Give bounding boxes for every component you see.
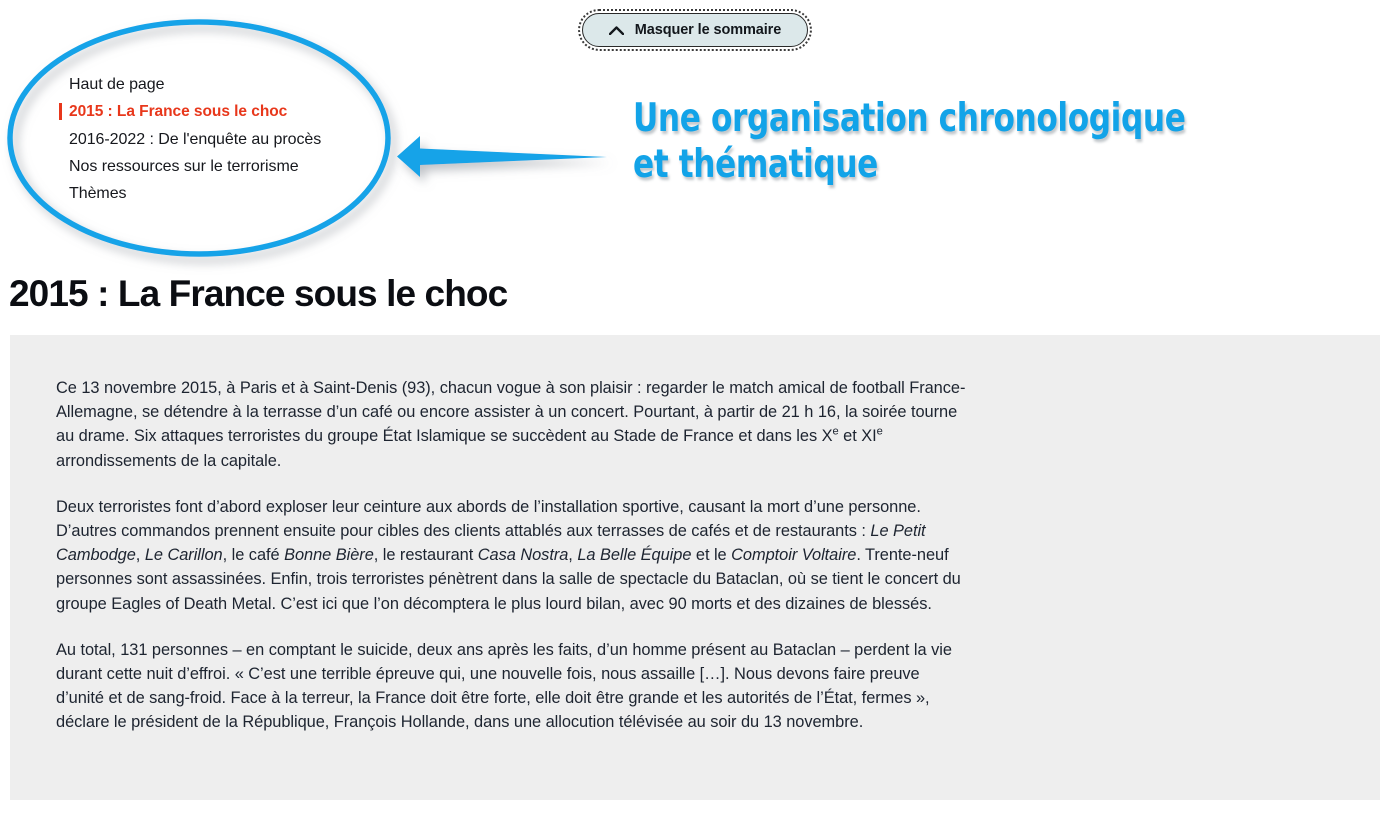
body-text: et XI bbox=[838, 427, 877, 446]
body-text: et le bbox=[691, 546, 732, 565]
body-text: , le café bbox=[222, 546, 285, 565]
annotation-line-1: Une organisation chronologique bbox=[633, 96, 1186, 141]
article-body bbox=[56, 376, 972, 735]
toc-item-1[interactable]: 2015 : La France sous le choc bbox=[69, 98, 369, 125]
superscript-text: e bbox=[876, 425, 883, 438]
article-paragraph bbox=[56, 638, 972, 735]
emphasis-text: Le Petit Cambodge bbox=[56, 522, 926, 565]
hide-summary-button-label: Masquer le sommaire bbox=[634, 22, 782, 38]
article-container bbox=[10, 335, 1380, 800]
left-arrow-shape bbox=[397, 136, 607, 177]
body-text: arrondissements de la capitale. bbox=[56, 451, 282, 470]
body-text: , le restaurant bbox=[373, 546, 478, 565]
emphasis-text: Comptoir Voltaire bbox=[731, 546, 857, 565]
emphasis-text: Casa Nostra bbox=[477, 546, 569, 565]
superscript-text: e bbox=[832, 425, 839, 438]
article-paragraph bbox=[56, 376, 972, 473]
hide-summary-button[interactable] bbox=[582, 13, 808, 47]
annotation-callout-text bbox=[633, 96, 1186, 188]
table-of-contents bbox=[69, 71, 369, 207]
toc-toggle-container bbox=[578, 9, 812, 51]
body-text: , bbox=[568, 546, 578, 565]
emphasis-text: La Belle Équipe bbox=[577, 546, 692, 565]
page-title: 2015 : La France sous le choc bbox=[9, 273, 508, 314]
emphasis-text: Le Carillon bbox=[144, 546, 223, 565]
toc-item-0[interactable]: Haut de page bbox=[69, 76, 165, 93]
body-text: Ce 13 novembre 2015, à Paris et à Saint-Denis (93), chacun vogue à son plaisir : regarder le match amical de football France-Allemagne, se détendre à la terrasse d’un café ou encore assister à un concert. Pourtant, à partir de 21 h 16, la soirée tourne au drame. Six attaques terroristes du groupe État Islamique se succèdent au Stade de France et dans les X bbox=[56, 379, 966, 446]
body-text: Deux terroristes font d’abord exploser leur ceinture aux abords de l’installation sportive, causant la mort d’une personne. D’autres commandos prennent ensuite pour cibles des clients attablés aux terrasses de cafés et de restaurants : bbox=[56, 497, 921, 541]
body-text: , bbox=[135, 546, 145, 565]
toc-item-3[interactable]: Nos ressources sur le terrorisme bbox=[69, 157, 299, 175]
emphasis-text: Bonne Bière bbox=[284, 546, 374, 565]
article-paragraph bbox=[56, 495, 972, 616]
toc-item-2[interactable]: 2016-2022 : De l'enquête au procès bbox=[69, 130, 322, 148]
chevron-up-icon bbox=[609, 26, 624, 35]
annotation-line-2: et thématique bbox=[633, 142, 878, 187]
toc-item-4[interactable]: Thèmes bbox=[69, 185, 127, 203]
body-text: Au total, 131 personnes – en comptant le suicide, deux ans après les faits, d’un homme présent au Bataclan – perdent la vie durant cette nuit d’effroi. « C’est une terrible épreuve qui, une nouvelle fois, nous assaille […]. Nous devons faire preuve d’unité et de sang-froid. Face à la terreur, la France doit être forte, elle doit être grande et les autorités de l’État, fermes », déclare le président de la République, François Hollande, dans une allocution télévisée au soir du 13 novembre. bbox=[56, 640, 952, 732]
body-text: . Trente-neuf personnes sont assassinées. Enfin, trois terroristes pénètrent dans la salle de spectacle du Bataclan, où se tient le concert du groupe Eagles of Death Metal. C’est ici que l’on décomptera le plus lourd bilan, avec 90 morts et des dizaines de blessés. bbox=[56, 546, 961, 613]
